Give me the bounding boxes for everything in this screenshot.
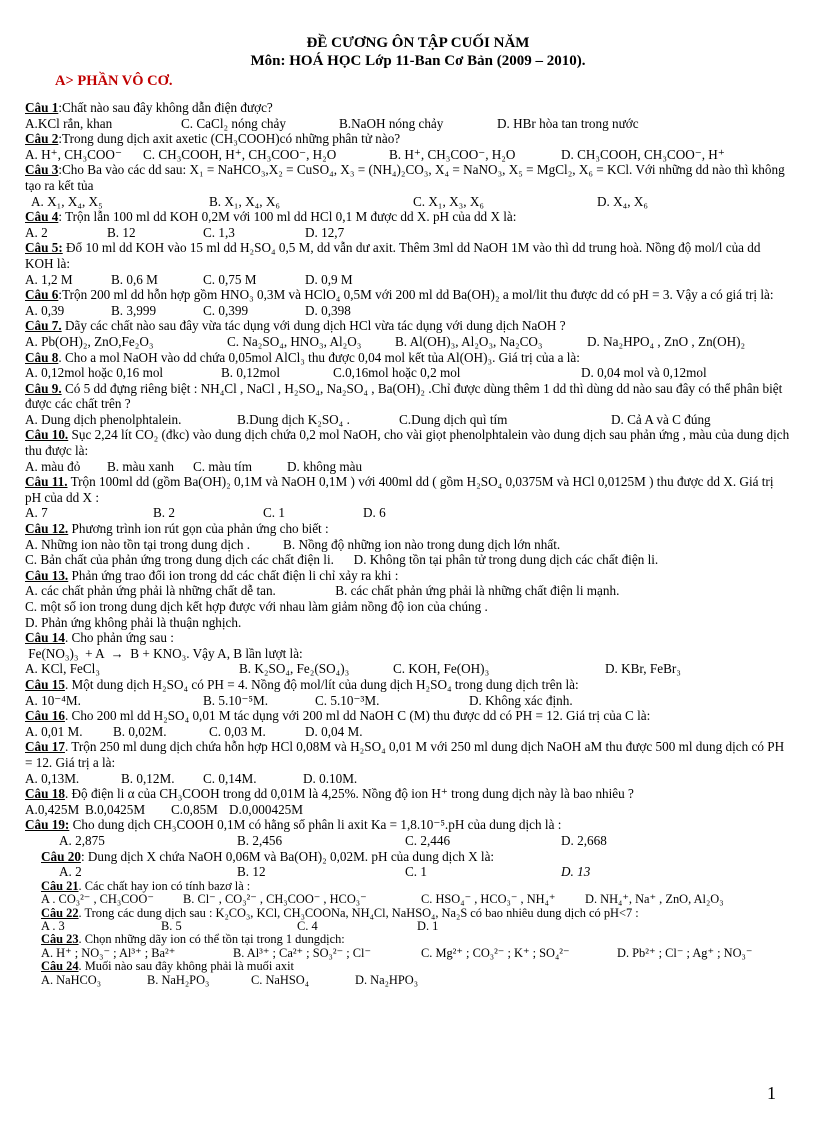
question-24: [25, 960, 791, 973]
answer-option: A. 2: [59, 864, 82, 880]
answer-option: B. K₂SO₄, Fe₂(SO₄)₃: [239, 661, 350, 677]
question-14: [25, 630, 791, 646]
answer-option: C. 2,446: [405, 832, 451, 848]
question-label: Câu 19:: [25, 817, 70, 833]
question-text: Phương trình ion rút gọn của phản ứng cho biết :: [68, 521, 329, 537]
answer-option: B. màu xanh: [107, 458, 175, 474]
answer-row: [25, 459, 791, 475]
question-5: [25, 240, 791, 271]
question-label: Câu 22: [41, 905, 79, 920]
answer-row: [25, 505, 791, 521]
question-4: [25, 209, 791, 225]
question-7: [25, 318, 791, 334]
answer-option: C. 0,399: [203, 302, 249, 318]
answer-option: D. CH₃COOH, CH₃COO⁻, H⁺: [561, 146, 725, 162]
answer-option: B.NaOH nóng chảy: [339, 115, 444, 131]
answer-option: B. 2,456: [237, 832, 283, 848]
question-1: [25, 100, 791, 116]
answer-option: B. NaH₂PO₃: [147, 972, 210, 987]
answer-option: B. 12: [107, 224, 136, 240]
answer-option: D.0,000425M: [229, 801, 303, 817]
answer-row: [25, 920, 791, 933]
question-label: Câu 15: [25, 676, 65, 692]
question-label: Câu 1: [25, 100, 59, 115]
document-page: [25, 34, 791, 987]
answer-option: D. Na₂HPO₃: [355, 972, 419, 987]
answer-option: B. H⁺, CH₃COO⁻, H₂O: [389, 146, 516, 162]
question-label: Câu 16: [25, 708, 65, 724]
question-text: . Chọn những dãy ion có thể tồn tại trong 1 dungdịch:: [78, 932, 345, 947]
reaction-line: Fe(NO₃)₃ + A → B + KNO₃. Vậy A, B lần lượt là:: [25, 645, 303, 661]
question-text: Dãy các chất nào sau đây vừa tác dụng với dung dịch HCl vừa tác dụng với dung dịch NaOH ?: [61, 318, 566, 334]
answer-row: [25, 771, 791, 787]
answer-option: C. 0,03 M.: [209, 723, 266, 739]
answer-option: B. Al³⁺ ; Ca²⁺ ; SO₃²⁻ ; Cl⁻: [233, 945, 372, 960]
question-text: Đổ 10 ml dd KOH vào 15 ml dd H₂SO₄ 0,5 M, dd vẫn dư axit. Thêm 3ml dd NaOH 1M vào thì dd trung hoà. Nồng độ mol/l của dd KOH là:: [25, 240, 761, 271]
answer-option: D. Không xác định.: [469, 692, 573, 708]
question-3: [25, 162, 791, 193]
question-label: Câu 12.: [25, 521, 69, 537]
question-text: :Cho Ba vào các dd sau: X₁ = NaHCO₃,X₂ = CuSO₄, X₃ = (NH₄)₂CO₃, X₄ = NaNO₃, X₅ = MgCl₂, X₆ = KCl. Với những dd nào thì không tạo ra kết tủa: [25, 162, 785, 193]
answer-option: B. Cl⁻ , CO₃²⁻ , CH₃COO⁻ , HCO₃⁻: [183, 892, 367, 907]
question-label: Câu 17: [25, 739, 65, 755]
answer-option: C. Na₂SO₄, HNO₃, Al₂O₃: [227, 333, 362, 349]
answer-option: B. 0,12M.: [121, 770, 175, 786]
answer-row: [25, 272, 791, 288]
answer-option: A. Pb(OH)₂, ZnO,Fe₂O₃: [25, 333, 154, 349]
question-label: Câu 20: [41, 848, 81, 864]
answer-line: C. một số ion trong dung dịch kết hợp được với nhau làm giảm nồng độ ion của chúng .: [25, 599, 488, 614]
question-label: Câu 8: [25, 349, 59, 365]
answer-row: [25, 334, 791, 350]
answer-option: B. 2: [153, 505, 175, 521]
answer-option: C. 0,14M.: [203, 770, 257, 786]
question-label: Câu 21: [41, 878, 79, 893]
question-text: :Trộn 200 ml dd hỗn hợp gồm HNO₃ 0,3M và HClO₄ 0,5M với 200 ml dd Ba(OH)₂ a mol/lit thu được dd có pH = 3. Vậy a có giá trị là:: [58, 287, 774, 303]
question-20: [25, 849, 791, 865]
answer-option: D. Pb²⁺ ; Cl⁻ ; Ag⁺ ; NO₃⁻: [617, 945, 753, 960]
question-label: Câu 4: [25, 209, 59, 225]
answer-option: D. 1: [417, 918, 439, 933]
answer-line: D. Phản ứng không phải là thuận nghịch.: [25, 614, 242, 630]
answer-row: [25, 893, 791, 906]
answer-option: A . CO₃²⁻ , CH₃COO⁻: [41, 892, 154, 907]
question-label: Câu 5:: [25, 240, 63, 256]
answer-row: [25, 147, 791, 163]
answer-option: C.Dung dịch quì tím: [399, 411, 508, 427]
answer-option: B. 5.10⁻⁵M.: [203, 692, 269, 708]
answer-option: B. 3,999: [111, 302, 157, 318]
answer-option: C. 1: [263, 505, 285, 521]
answer-option: A. 0,39: [25, 302, 65, 318]
answer-option: B. 5: [161, 918, 182, 933]
answer-option: A. KCl, FeCl₃: [25, 661, 100, 677]
answer-option: A. NaHCO₃: [41, 972, 102, 987]
answer-option: D. 0,04 mol và 0,12mol: [581, 365, 707, 381]
answer-option: C. KOH, Fe(OH)₃: [393, 661, 490, 677]
answer-option: A. H⁺ ; NO₃⁻ ; Al³⁺ ; Ba²⁺: [41, 945, 176, 960]
answer-option: C.0,16mol hoặc 0,2 mol: [333, 365, 461, 381]
question-text: Có 5 dd đựng riêng biệt : NH₄Cl , NaCl , H₂SO₄, Na₂SO₄ , Ba(OH)₂ .Chỉ được dùng thêm 1 dd thì dùng dd nào sau đây có thể phân biệt được các chất trên ?: [25, 380, 783, 412]
answer-row: [25, 864, 791, 880]
answer-option: A. X₁, X₄, X₅: [31, 193, 103, 209]
answer-option: D. Cả A và C đúng: [611, 411, 711, 427]
answer-row: [25, 974, 791, 987]
question-text: . Độ điện li α của CH₃COOH trong dd 0,01M là 4,25%. Nồng độ ion H⁺ trong dung dịch này là bao nhiêu ?: [64, 786, 634, 802]
answer-option: C. X₁, X₃, X₆: [413, 193, 484, 209]
answer-option: D. 13: [561, 864, 591, 880]
page-subtitle: Môn: HOÁ HỌC Lớp 11-Ban Cơ Bản (2009 – 2010).: [250, 53, 586, 69]
answer-option: B. 0,12mol: [221, 365, 280, 381]
answer-option: C. 5.10⁻³M.: [315, 692, 380, 708]
question-12: [25, 521, 791, 537]
question-text: . Một dung dịch H₂SO₄ có PH = 4. Nồng độ mol/lít của dung dịch H₂SO₄ trong dung dịch trên là:: [64, 676, 579, 692]
answer-option: D. 6: [363, 505, 386, 521]
question-text: Sục 2,24 lít CO₂ (đkc) vào dung dịch chứa 0,2 mol NaOH, cho vài giọt phenolphtalein vào dung dịch sau phản ứng , màu của dung dịch thu được là:: [25, 427, 790, 459]
answer-option: A.0,425M: [25, 801, 80, 817]
question-23: [25, 933, 791, 946]
answer-option: C. CaCl₂ nóng chảy: [181, 115, 286, 131]
answer-option: A. 1,2 M: [25, 271, 73, 287]
answer-option: A. 0,13M.: [25, 770, 80, 786]
answer-row: [25, 724, 791, 740]
answer-option: A. 10⁻⁴M.: [25, 692, 81, 708]
answer-line: A. các chất phản ứng phải là những chất dễ tan. B. các chất phản ứng phải là những chất điện li mạnh.: [25, 583, 620, 599]
answer-option: C. Mg²⁺ ; CO₃²⁻ ; K⁺ ; SO₄²⁻: [421, 945, 570, 960]
answer-option: D. không màu: [287, 458, 363, 474]
answer-option: C. 1: [405, 864, 427, 880]
answer-row: [25, 833, 791, 849]
answer-option: C. 4: [297, 918, 318, 933]
question-label: Câu 23: [41, 932, 79, 947]
answer-row: [25, 802, 791, 818]
question-21: [25, 880, 791, 893]
question-19: [25, 817, 791, 833]
answer-option: A. 7: [25, 505, 48, 521]
question-text: : Dung dịch X chứa NaOH 0,06M và Ba(OH)₂ 0,02M. pH của dung dịch X là:: [80, 848, 495, 864]
answer-option: C. 0,75 M: [203, 271, 257, 287]
answer-option: B. 0,02M.: [113, 723, 167, 739]
question-text: . Trộn 250 ml dung dịch chứa hỗn hợp HCl 0,08M và H₂SO₄ 0,01 M với 250 ml dung dịch NaOH aM thu được 500 ml dung dịch có PH = 12. Giá trị a là:: [25, 739, 785, 770]
question-2: [25, 131, 791, 147]
question-18: [25, 786, 791, 802]
question-label: Câu 18: [25, 786, 65, 802]
page-number: 1: [767, 1083, 776, 1103]
question-label: Câu 2: [25, 131, 59, 147]
question-text: :Trong dung dịch axit axetic (CH₃COOH)có những phân tử nào?: [58, 131, 401, 147]
answer-row: [25, 661, 791, 677]
answer-option: D. KBr, FeBr₃: [605, 661, 681, 677]
question-text: Phản ứng trao đổi ion trong dd các chất điện li chỉ xảy ra khi :: [68, 567, 399, 583]
question-label: Câu 24: [41, 959, 79, 974]
section-heading: A> PHẦN VÔ CƠ.: [55, 73, 173, 89]
answer-row: [25, 412, 791, 428]
question-9: [25, 381, 791, 412]
answer-option: D. 0,04 M.: [305, 723, 363, 739]
answer-option: D. 0,398: [305, 302, 351, 318]
answer-option: A. 0,01 M.: [25, 723, 83, 739]
question-11: [25, 474, 791, 505]
question-text: . Cho a mol NaOH vào dd chứa 0,05mol AlCl₃ thu được 0,04 mol kết tủa Al(OH)₃. Giá trị của a là:: [58, 349, 580, 365]
answer-option: A. 0,12mol hoặc 0,16 mol: [25, 365, 164, 381]
answer-option: C. NaHSO₄: [251, 972, 310, 987]
answer-option: A.KCl rắn, khan: [25, 115, 113, 131]
question-label: Câu 14: [25, 630, 65, 646]
question-16: [25, 708, 791, 724]
answer-option: B. Al(OH)₃, Al₂O₃, Na₂CO₃: [395, 333, 543, 349]
question-13: [25, 568, 791, 584]
question-label: Câu 13.: [25, 567, 69, 583]
question-label: Câu 7.: [25, 318, 62, 334]
answer-option: A. màu đỏ: [25, 458, 81, 474]
answer-option: D. HBr hòa tan trong nước: [497, 115, 639, 131]
page-title: ĐỀ CƯƠNG ÔN TẬP CUỐI NĂM: [306, 35, 530, 51]
question-text: : Trộn lẫn 100 ml dd KOH 0,2M với 100 ml dd HCl 0,1 M được dd X. pH của dd X là:: [58, 209, 517, 225]
answer-option: A. H⁺, CH₃COO⁻: [25, 146, 122, 162]
answer-row: [25, 365, 791, 381]
answer-option: D. 0.10M.: [303, 770, 358, 786]
question-text: :Chất nào sau đây không dẫn điện được?: [58, 100, 273, 115]
question-22: [25, 907, 791, 920]
answer-option: D. 2,668: [561, 832, 607, 848]
answer-option: C.0,85M: [171, 801, 218, 817]
question-text: . Các chất hay ion có tính bazơ là :: [78, 878, 251, 893]
answer-option: D. NH₄⁺, Na⁺ , ZnO, Al₂O₃: [585, 892, 724, 907]
question-text: . Trong các dung dịch sau : K₂CO₃, KCl, CH₃COONa, NH₄Cl, NaHSO₄, Na₂S có bao nhiêu dung dịch có pH<7 :: [78, 905, 639, 920]
answer-option: B.0,0425M: [85, 801, 146, 817]
answer-line: A. Những ion nào tồn tại trong dung dịch . B. Nồng độ những ion nào trong dung dịch lớn nhất.: [25, 536, 561, 552]
answer-option: C. HSO₄⁻ , HCO₃⁻ , NH₄⁺: [421, 892, 556, 907]
answer-option: B. X₁, X₄, X₆: [209, 193, 280, 209]
question-text: Cho dung dịch CH₃COOH 0,1M có hằng số phân li axit Ka = 1,8.10⁻⁵.pH của dung dịch là :: [69, 817, 562, 833]
question-17: [25, 739, 791, 770]
answer-row: [25, 116, 791, 132]
question-8: [25, 350, 791, 366]
question-10: [25, 427, 791, 458]
answer-option: B. 0,6 M: [111, 271, 158, 287]
question-text: . Muối nào sau đây không phải là muối axit: [78, 959, 294, 974]
answer-row: [25, 693, 791, 709]
answer-row: [25, 947, 791, 960]
question-15: [25, 677, 791, 693]
question-text: . Cho 200 ml dd H₂SO₄ 0,01 M tác dụng với 200 ml dd NaOH C (M) thu được dd có PH = 12. Giá trị của C là:: [64, 708, 651, 724]
question-label: Câu 6: [25, 287, 59, 303]
answer-option: A. Dung dịch phenolphtalein.: [25, 411, 182, 427]
question-label: Câu 10.: [25, 427, 69, 443]
answer-option: A. 2,875: [59, 832, 105, 848]
answer-option: D. X₄, X₆: [597, 193, 648, 209]
answer-row: [25, 194, 791, 210]
answer-option: A. 2: [25, 224, 48, 240]
question-text: Trộn 100ml dd (gồm Ba(OH)₂ 0,1M và NaOH 0,1M ) với 400ml dd ( gồm H₂SO₄ 0,0375M và HCl 0,0125M ) thu được dd X. Giá trị pH của dd X :: [25, 474, 774, 505]
answer-option: D. Na₂HPO₄ , ZnO , Zn(OH)₂: [587, 333, 746, 349]
answer-option: C. 1,3: [203, 224, 235, 240]
question-label: Câu 9.: [25, 380, 62, 396]
answer-row: [25, 225, 791, 241]
answer-option: B.Dung dịch K₂SO₄ .: [237, 411, 350, 427]
answer-option: A . 3: [41, 918, 65, 933]
question-6: [25, 287, 791, 303]
question-label: Câu 11.: [25, 474, 68, 490]
question-label: Câu 3: [25, 162, 59, 178]
answer-option: B. 12: [237, 864, 266, 880]
answer-option: D. 12,7: [305, 224, 345, 240]
answer-option: C. CH₃COOH, H⁺, CH₃COO⁻, H₂O: [143, 146, 337, 162]
answer-line: C. Bản chất của phản ứng trong dung dịch các chất điện li. D. Không tồn tại phân tử trong dung dịch các chất điện li.: [25, 552, 659, 568]
answer-row: [25, 303, 791, 319]
answer-option: D. 0,9 M: [305, 271, 353, 287]
question-text: . Cho phản ứng sau :: [64, 630, 174, 646]
answer-option: C. màu tím: [193, 458, 252, 474]
